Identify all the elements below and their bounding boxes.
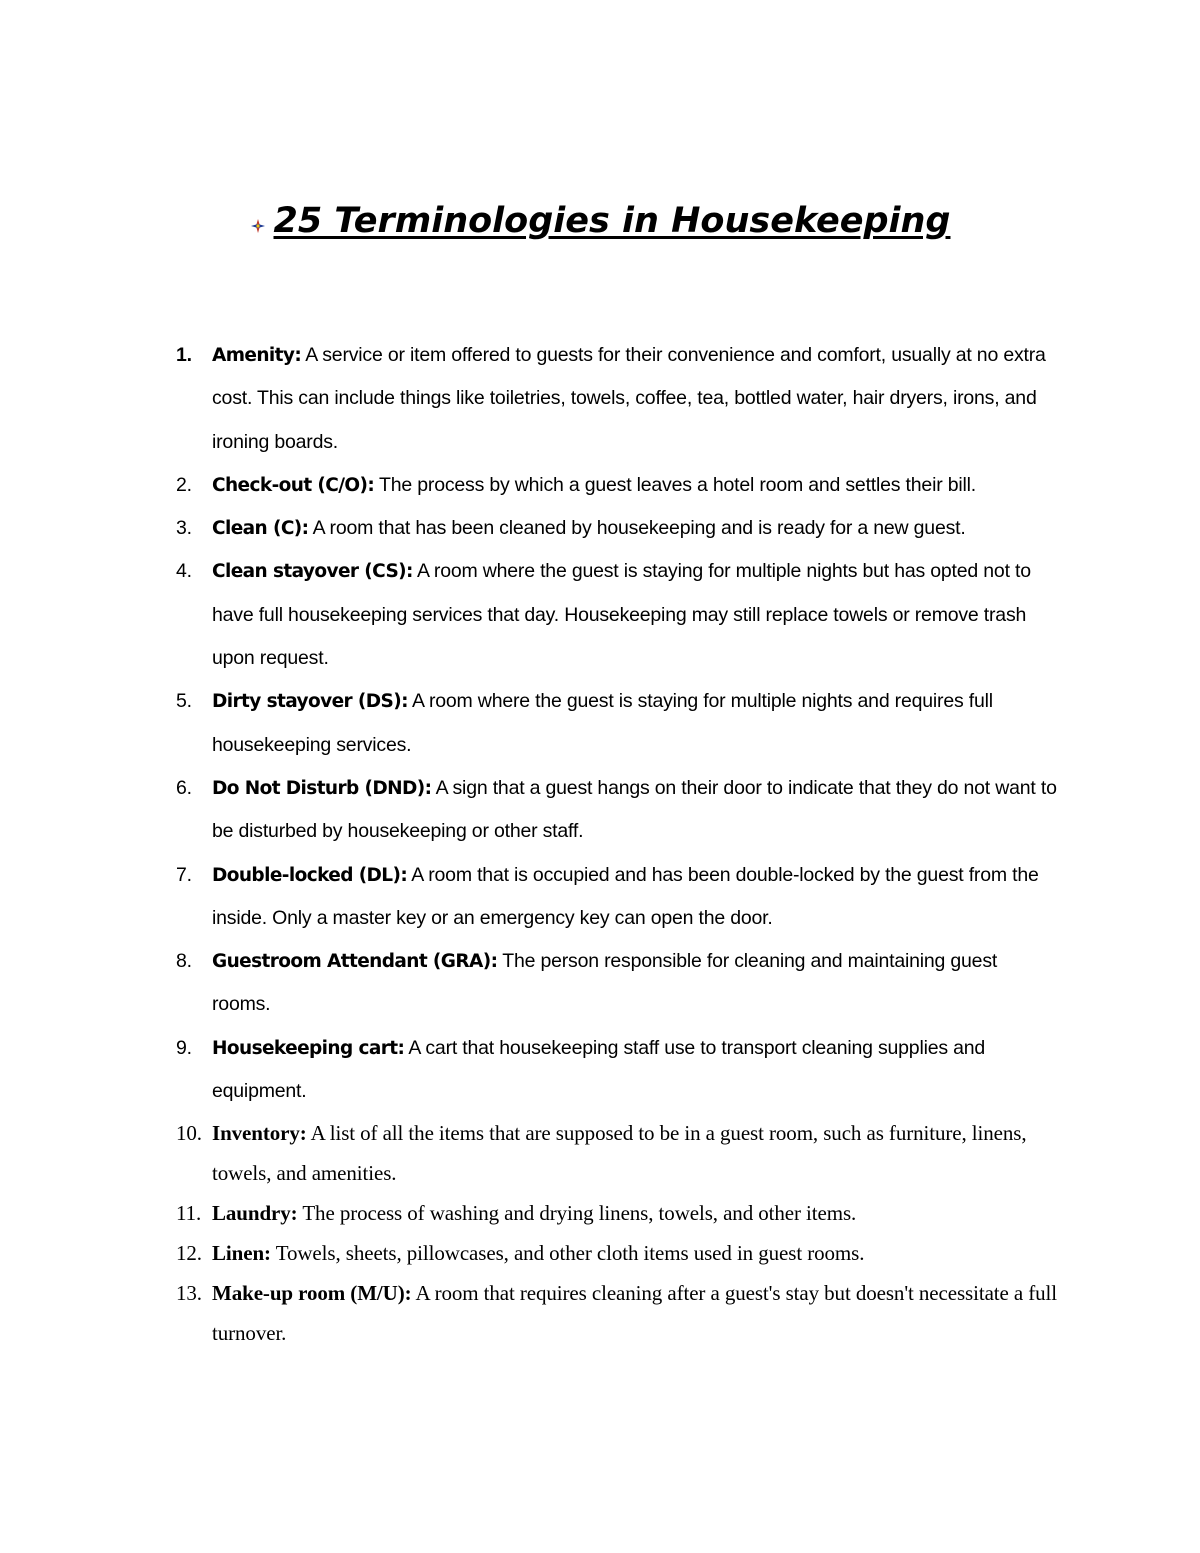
term-item-make-up-room [0,1273,1200,1353]
term-item-laundry [0,1193,1200,1233]
term-definition: The person responsible for cleaning and maintaining guest rooms. [212,950,998,1016]
term-number: 9. [176,1036,192,1059]
term-number: 12. [176,1241,202,1266]
diamond-bullet-icon [250,212,268,232]
term-name: Housekeeping cart: [212,1037,405,1059]
term-definition: A cart that housekeeping staff use to transport cleaning supplies and equipment. [212,1036,986,1103]
terms-list [0,334,1200,1353]
term-number: 13. [176,1281,202,1306]
term-name: Inventory: [212,1121,307,1146]
term-name: Guestroom Attendant (GRA): [212,951,498,973]
term-definition: A room where the guest is staying for multiple nights and requires full housekeeping services. [212,690,993,756]
term-definition: A room where the guest is staying for multiple nights but has opted not to have full housekeeping services that day. Housekeeping may still replace towels or remove trash upon request. [212,560,1031,670]
term-item-linen [0,1233,1200,1273]
term-definition: The process by which a guest leaves a hotel room and settles their bill. [374,473,976,496]
term-name: Linen: [212,1241,271,1266]
document-title-row [0,196,1200,246]
term-item-guestroom-attendant [0,940,1200,1027]
term-definition: A room that is occupied and has been double-locked by the guest from the inside. Only a master key or an emergency key can open the door. [212,863,1039,929]
term-number: 6. [176,776,192,799]
term-number: 2. [176,473,192,496]
term-item-double-locked [0,854,1200,941]
term-name: Amenity: [212,345,302,366]
term-name: Do Not Disturb (DND): [212,777,432,799]
term-number: 8. [176,950,192,973]
term-item-amenity [0,334,1200,464]
term-item-check-out [0,464,1200,507]
term-definition: A room that requires cleaning after a guest's stay but doesn't necessitate a full turnover. [212,1281,1058,1346]
term-name: Dirty stayover (DS): [212,691,408,713]
term-definition: A sign that a guest hangs on their door to indicate that they do not want to be disturbed by housekeeping or other staff. [212,776,1057,843]
term-item-clean [0,507,1200,550]
term-name: Check-out (C/O): [212,474,375,496]
term-name: Clean (C): [212,518,309,540]
term-definition: A list of all the items that are supposed to be in a guest room, such as furniture, linens, towels, and amenities. [212,1121,1027,1186]
term-item-clean-stayover [0,550,1200,680]
term-definition: Towels, sheets, pillowcases, and other cloth items used in guest rooms. [270,1241,865,1266]
term-definition: The process of washing and drying linens, towels, and other items. [297,1201,857,1226]
term-item-do-not-disturb [0,767,1200,854]
term-number: 4. [176,560,192,583]
term-definition: A service or item offered to guests for their convenience and comfort, usually at no extra cost. This can include things like toiletries, towels, coffee, tea, bottled water, hair dryers, irons, and ironing boards. [212,344,1046,453]
term-item-housekeeping-cart [0,1027,1200,1114]
term-name: Laundry: [212,1201,298,1226]
term-name: Clean stayover (CS): [212,561,413,583]
term-number: 3. [176,517,192,540]
term-number: 11. [176,1201,202,1226]
term-number: 10. [176,1121,202,1146]
term-number: 1. [176,344,192,366]
term-name: Double-locked (DL): [212,864,408,886]
term-number: 7. [176,863,192,886]
term-item-inventory [0,1113,1200,1193]
term-item-dirty-stayover [0,680,1200,767]
term-name: Make-up room (M/U): [212,1281,412,1306]
term-definition: A room that has been cleaned by housekeeping and is ready for a new guest. [308,517,966,540]
term-number: 5. [176,690,192,713]
document-title: 25 Terminologies in Housekeeping [273,201,951,241]
